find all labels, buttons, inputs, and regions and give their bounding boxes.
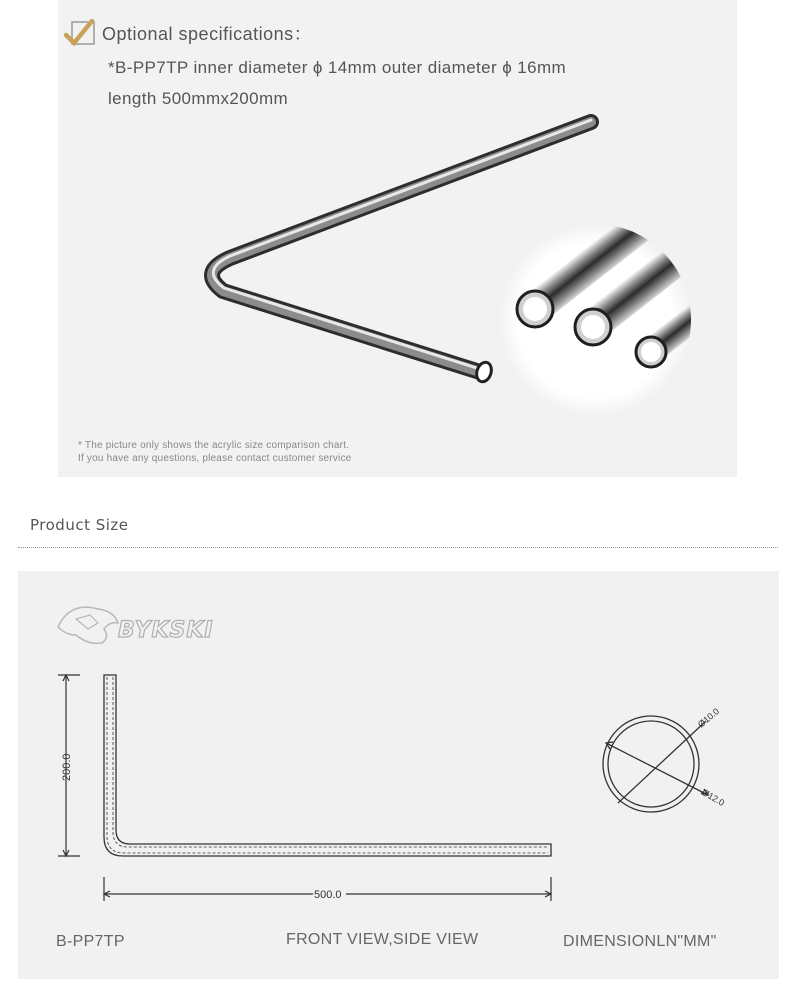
- pipe-outline: [104, 675, 551, 856]
- spec-dimensions: *B-PP7TP inner diameter ϕ 14mm outer diameter ϕ 16mm: [108, 58, 567, 77]
- units-label: DIMENSIONLN"MM": [563, 933, 717, 950]
- inner-diameter-label: Ø10.0: [695, 706, 722, 730]
- cross-section: [603, 716, 708, 812]
- disclaimer-line-1: * The picture only shows the acrylic size comparison chart.: [78, 440, 350, 451]
- section-divider: [18, 547, 778, 548]
- outer-diameter-label: Ø12.0: [700, 787, 727, 808]
- views-label: FRONT VIEW,SIDE VIEW: [286, 931, 479, 948]
- brand-logo-text: BYKSKI: [118, 618, 214, 643]
- disclaimer-line-2: If you have any questions, please contact customer service: [78, 453, 352, 464]
- height-dimension-label: 200.0: [61, 753, 73, 781]
- dimension-drawing: [18, 571, 779, 979]
- spec-title: Optional specifications：: [102, 24, 313, 44]
- length-dimension-label: 500.0: [314, 889, 342, 901]
- pipe-closeup: [499, 199, 737, 416]
- disclaimer: [78, 439, 351, 465]
- dimension-drawing-panel: [18, 571, 779, 979]
- spec-length: length 500mmx200mm: [108, 89, 289, 108]
- spec-header: [66, 20, 312, 46]
- model-label: B-PP7TP: [56, 933, 125, 950]
- brand-logo: [58, 607, 214, 643]
- spec-panel: [58, 0, 737, 477]
- product-size-heading: Product Size: [30, 516, 129, 534]
- checkmark-icon: [66, 21, 90, 45]
